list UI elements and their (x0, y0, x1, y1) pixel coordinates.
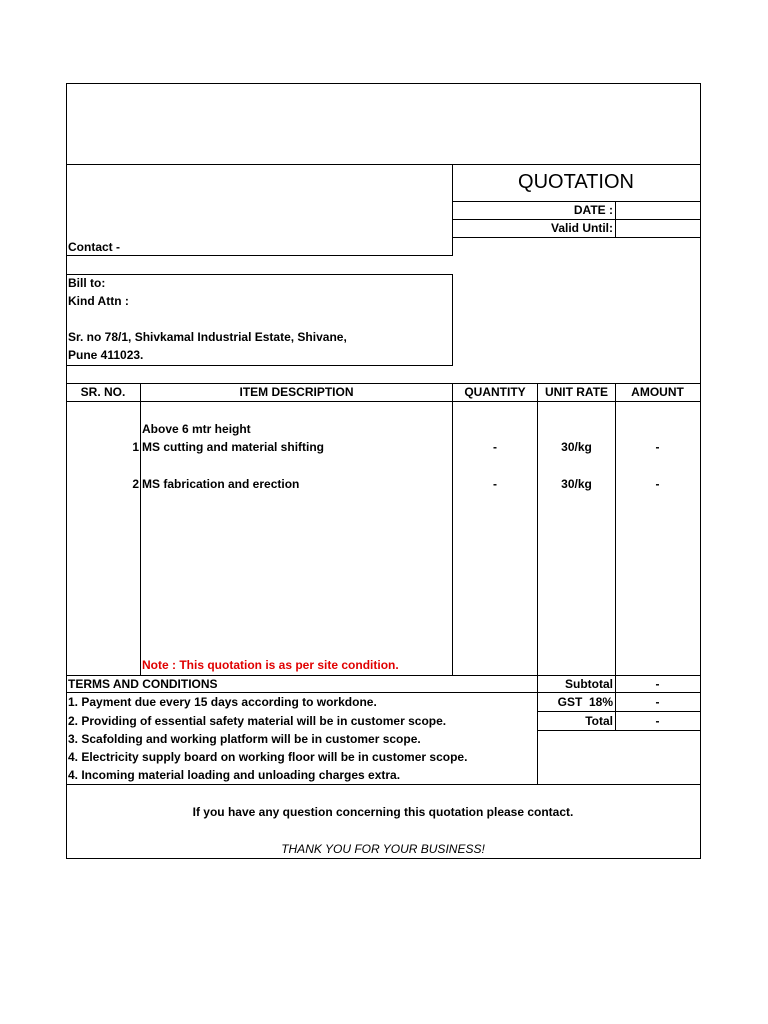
site-condition-note: Note : This quotation is as per site condition. (142, 658, 399, 672)
item-1-sr: 1 (132, 440, 139, 454)
item-2-rate: 30/kg (561, 477, 592, 491)
subtotal-value: - (655, 677, 660, 691)
gst-row-divider (537, 711, 700, 712)
item-1-pre-text: Above 6 mtr height (142, 422, 251, 436)
terms-line-2: 2. Providing of essential safety material will be in customer scope. (68, 714, 447, 728)
terms-line-5: 4. Incoming material loading and unloading charges extra. (68, 768, 401, 782)
date-value-divider (615, 201, 616, 237)
gst-label: GST 18% (557, 695, 613, 709)
item-1-amount: - (655, 440, 660, 454)
col-divider-3 (537, 383, 538, 675)
item-2-quantity: - (493, 477, 497, 491)
item-2-amount: - (655, 477, 660, 491)
terms-line-4: 4. Electricity supply board on working floor will be in customer scope. (68, 750, 468, 764)
col-divider-2 (452, 383, 453, 675)
terms-heading: TERMS AND CONDITIONS (68, 677, 218, 691)
bill-to-bottom-border (66, 365, 453, 366)
kind-attn-label: Kind Attn : (68, 294, 129, 308)
quotation-title: QUOTATION (518, 171, 634, 193)
header-sr-no: SR. NO. (80, 385, 126, 399)
bill-to-label: Bill to: (68, 276, 106, 290)
item-1-description: MS cutting and material shifting (142, 440, 325, 454)
terms-line-1: 1. Payment due every 15 days according to workdone. (68, 695, 377, 709)
header-band-divider (66, 164, 700, 165)
address-line-2: Pune 411023. (68, 348, 144, 362)
company-box-bottom-border (66, 255, 453, 256)
footer-thanks: THANK YOU FOR YOUR BUSINESS! (281, 842, 485, 856)
bill-to-right-border (452, 274, 453, 365)
contact-label: Contact - (68, 240, 120, 254)
bill-to-top-border (66, 274, 453, 275)
total-label: Total (585, 714, 613, 728)
terms-line-3: 3. Scafolding and working platform will be in customer scope. (68, 732, 421, 746)
header-item-description: ITEM DESCRIPTION (239, 385, 354, 399)
subtotal-label: Subtotal (565, 677, 613, 691)
item-2-description: MS fabrication and erection (142, 477, 300, 491)
terms-heading-divider (66, 692, 700, 693)
table-header-divider (66, 401, 700, 402)
terms-bottom-border (66, 784, 700, 785)
col-divider-4 (615, 383, 616, 675)
footer-contact-line: If you have any question concerning this quotation please contact. (192, 805, 574, 819)
total-value: - (655, 714, 660, 728)
address-line-1: Sr. no 78/1, Shivkamal Industrial Estate, Shivane, (68, 330, 347, 344)
header-quantity: QUANTITY (464, 385, 526, 399)
col-divider-1 (140, 383, 141, 675)
item-1-quantity: - (493, 440, 497, 454)
valid-row-divider (452, 237, 700, 238)
total-row-divider (537, 730, 700, 731)
valid-until-label: Valid Until: (550, 221, 613, 235)
item-2-sr: 2 (132, 477, 139, 491)
gst-value: - (655, 695, 660, 709)
date-label: DATE : (573, 203, 613, 217)
header-amount: AMOUNT (631, 385, 684, 399)
item-1-rate: 30/kg (561, 440, 592, 454)
totals-left-border (537, 675, 538, 784)
header-unit-rate: UNIT RATE (544, 385, 609, 399)
